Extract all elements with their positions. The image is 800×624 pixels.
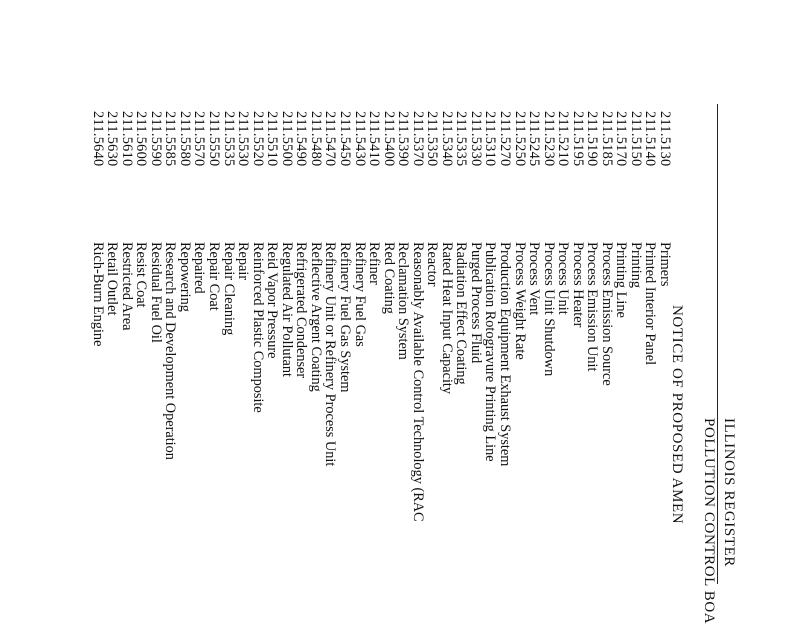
definition-term: Reasonably Available Control Technology (RAC xyxy=(409,242,426,522)
definition-term: Residual Fuel Oil xyxy=(147,242,164,343)
definition-term: Printing Line xyxy=(613,242,630,318)
definition-term: Primers xyxy=(657,242,673,287)
section-number: 211.5250 xyxy=(511,111,528,167)
definition-row xyxy=(410,0,425,618)
definition-row xyxy=(163,0,178,618)
definition-row xyxy=(192,0,207,618)
header-rule xyxy=(717,104,718,584)
section-number: 211.5245 xyxy=(526,111,543,167)
section-number: 211.5335 xyxy=(453,111,470,167)
definition-row xyxy=(119,0,134,618)
definition-term: Reclamation System xyxy=(395,242,412,360)
definition-row xyxy=(527,0,542,618)
definition-term: Reid Vapor Pressure xyxy=(264,242,281,359)
section-number: 211.5150 xyxy=(627,111,644,167)
definition-row xyxy=(177,0,192,618)
section-number: 211.5580 xyxy=(176,111,193,167)
definition-term: Repaired xyxy=(191,242,208,294)
definition-term: Research and Development Operation xyxy=(162,242,179,460)
section-number: 211.5640 xyxy=(89,111,106,167)
definition-row xyxy=(556,0,571,618)
definition-row xyxy=(599,0,614,618)
section-number: 211.5610 xyxy=(118,111,135,167)
definition-row xyxy=(614,0,629,618)
section-number: 211.5195 xyxy=(569,111,586,167)
definition-term: Resist Coat xyxy=(133,242,150,308)
section-number: 211.5535 xyxy=(220,111,237,167)
definition-row xyxy=(221,0,236,618)
definition-term: Process Weight Rate xyxy=(511,242,528,360)
definition-term: Refinery Fuel Gas System xyxy=(336,242,353,393)
definition-term: Rated Heat Input Capacity xyxy=(438,242,455,395)
definition-row xyxy=(323,0,338,618)
definition-term: Reflective Argent Coating xyxy=(307,242,324,392)
definition-term: Process Vent xyxy=(526,242,543,316)
section-number: 211.5330 xyxy=(467,111,484,167)
definition-row xyxy=(250,0,265,618)
definition-row xyxy=(279,0,294,618)
definition-row xyxy=(541,0,556,618)
definition-row xyxy=(454,0,469,618)
definition-term: Production Equipment Exhaust System xyxy=(496,242,513,467)
definition-row xyxy=(337,0,352,618)
section-number: 211.5350 xyxy=(424,111,441,167)
definition-row xyxy=(628,0,643,618)
section-number: 211.5550 xyxy=(206,111,223,167)
board-heading: POLLUTION CONTROL BOA xyxy=(701,418,717,624)
section-number: 211.5585 xyxy=(162,111,179,167)
section-number: 211.5310 xyxy=(482,111,499,167)
definition-term: Refiner xyxy=(366,242,383,285)
definition-row xyxy=(512,0,527,618)
definition-term: Refrigerated Condenser xyxy=(293,242,310,379)
section-number: 211.5270 xyxy=(496,111,513,167)
definition-term: Reactor xyxy=(424,242,441,287)
section-number: 211.5400 xyxy=(380,111,397,167)
definitions-list xyxy=(90,0,672,618)
section-number: 211.5470 xyxy=(322,111,339,167)
definition-row xyxy=(308,0,323,618)
section-number: 211.5590 xyxy=(147,111,164,167)
definition-term: Radiation Effect Coating xyxy=(453,242,470,385)
section-number: 211.5480 xyxy=(307,111,324,167)
definition-row xyxy=(657,0,672,618)
definition-term: Printing xyxy=(627,242,644,289)
definition-row xyxy=(425,0,440,618)
definition-row xyxy=(396,0,411,618)
section-number: 211.5140 xyxy=(642,111,659,167)
definition-row xyxy=(483,0,498,618)
definition-term: Rich-Burn Engine xyxy=(89,242,106,347)
section-number: 211.5130 xyxy=(657,111,673,167)
definition-term: Process Unit xyxy=(555,242,572,315)
definition-row xyxy=(90,0,105,618)
definition-term: Refinery Fuel Gas xyxy=(351,242,368,347)
definition-term: Refinery Unit or Refinery Process Unit xyxy=(322,242,339,467)
definition-term: Repair Coat xyxy=(206,242,223,311)
section-number: 211.5630 xyxy=(104,111,121,167)
definition-term: Printed Interior Panel xyxy=(642,242,659,366)
notice-heading: NOTICE OF PROPOSED AMEN xyxy=(669,305,685,525)
definition-row xyxy=(105,0,120,618)
definition-term: Repair Cleaning xyxy=(220,242,237,336)
definition-term: Process Unit Shutdown xyxy=(540,242,557,377)
definition-row xyxy=(497,0,512,618)
definition-row xyxy=(643,0,658,618)
section-number: 211.5490 xyxy=(293,111,310,167)
definition-term: Red Coating xyxy=(380,242,397,314)
definition-row xyxy=(207,0,222,618)
definition-row xyxy=(236,0,251,618)
section-number: 211.5340 xyxy=(438,111,455,167)
definition-row xyxy=(439,0,454,618)
definition-term: Regulated Air Pollutant xyxy=(278,242,295,378)
definition-term: Repowering xyxy=(176,242,193,312)
section-number: 211.5410 xyxy=(366,111,383,167)
section-number: 211.5600 xyxy=(133,111,150,167)
section-number: 211.5510 xyxy=(264,111,281,167)
definition-row xyxy=(570,0,585,618)
section-number: 211.5170 xyxy=(613,111,630,167)
definition-term: Reinforced Plastic Composite xyxy=(249,242,266,413)
definition-row xyxy=(585,0,600,618)
section-number: 211.5430 xyxy=(351,111,368,167)
definition-term: Purged Process Fluid xyxy=(467,242,484,364)
section-number: 211.5570 xyxy=(191,111,208,167)
definition-term: Process Emission Source xyxy=(598,242,615,386)
section-number: 211.5185 xyxy=(598,111,615,167)
section-number: 211.5450 xyxy=(336,111,353,167)
definition-term: Publication Rotogravure Printing Line xyxy=(482,242,499,462)
definition-row xyxy=(468,0,483,618)
definition-row xyxy=(367,0,382,618)
definition-row xyxy=(381,0,396,618)
section-number: 211.5500 xyxy=(278,111,295,167)
definition-row xyxy=(134,0,149,618)
section-number: 211.5530 xyxy=(235,111,252,167)
section-number: 211.5370 xyxy=(409,111,426,167)
section-number: 211.5230 xyxy=(540,111,557,167)
definition-row xyxy=(294,0,309,618)
definition-term: Retail Outlet xyxy=(104,242,121,316)
section-number: 211.5190 xyxy=(584,111,601,167)
definition-row xyxy=(352,0,367,618)
register-heading: ILLINOIS REGISTER xyxy=(721,418,737,567)
definition-row xyxy=(265,0,280,618)
section-number: 211.5520 xyxy=(249,111,266,167)
definition-row xyxy=(148,0,163,618)
definition-term: Process Heater xyxy=(569,242,586,328)
section-number: 211.5210 xyxy=(555,111,572,167)
definition-term: Process Emission Unit xyxy=(584,242,601,372)
section-number: 211.5390 xyxy=(395,111,412,167)
definition-term: Repair xyxy=(235,242,252,281)
definition-term: Restricted Area xyxy=(118,242,135,331)
